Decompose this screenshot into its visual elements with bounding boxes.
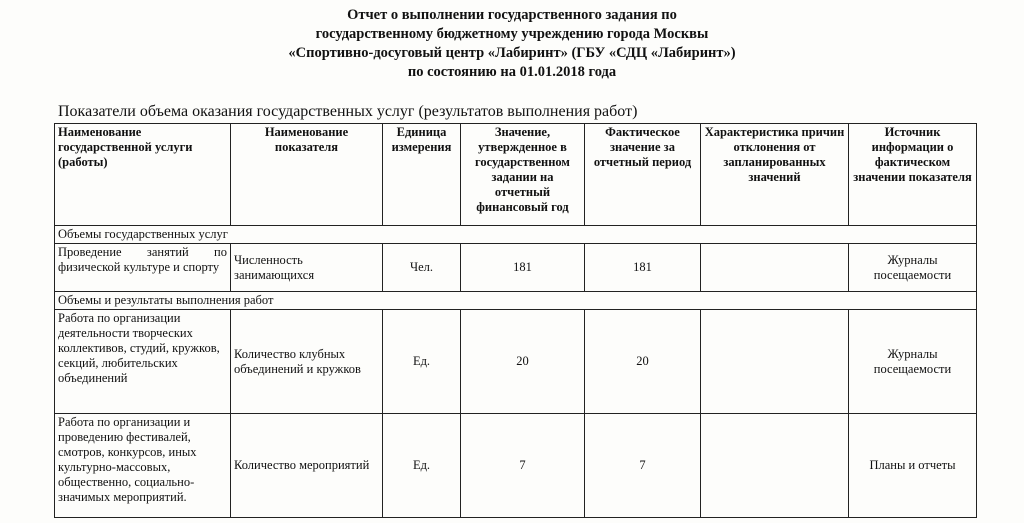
table-row bbox=[55, 414, 977, 518]
cell-source: Журналы посещаемости bbox=[849, 244, 977, 292]
cell-actual: 181 bbox=[585, 244, 701, 292]
cell-indicator: Количество мероприятий bbox=[231, 414, 383, 518]
indicators-table bbox=[54, 123, 977, 518]
header-planned: Значение, утвержденное в государственном задании на отчетный финансовый год bbox=[461, 124, 585, 226]
cell-planned: 7 bbox=[461, 414, 585, 518]
cell-service: Проведение занятий по физической культуре и спорту bbox=[55, 244, 231, 292]
document-title bbox=[0, 6, 1024, 82]
table-row bbox=[55, 244, 977, 292]
cell-service: Работа по организации деятельности творческих коллективов, студий, кружков, секций, любительских объединений bbox=[55, 310, 231, 414]
title-line-2: государственному бюджетному учреждению города Москвы bbox=[315, 26, 709, 42]
header-reason: Характеристика причин отклонения от запланированных значений bbox=[701, 124, 849, 226]
cell-indicator: Численность занимающихся bbox=[231, 244, 383, 292]
cell-actual: 20 bbox=[585, 310, 701, 414]
cell-indicator: Количество клубных объединений и кружков bbox=[231, 310, 383, 414]
cell-service: Работа по организации и проведению фестивалей, смотров, конкурсов, иных культурно-массовых, общественно, социально-значимых мероприятий. bbox=[55, 414, 231, 518]
section-services: Объемы государственных услуг bbox=[55, 226, 977, 244]
table-row bbox=[55, 310, 977, 414]
header-service: Наименование государственной услуги (работы) bbox=[55, 124, 231, 226]
cell-source: Журналы посещаемости bbox=[849, 310, 977, 414]
cell-reason bbox=[701, 310, 849, 414]
title-line-3: «Спортивно-досуговый центр «Лабиринт» (ГБУ «СДЦ «Лабиринт») bbox=[288, 45, 736, 61]
header-indicator: Наименование показателя bbox=[231, 124, 383, 226]
title-line-1: Отчет о выполнении государственного задания по bbox=[347, 7, 677, 23]
cell-planned: 20 bbox=[461, 310, 585, 414]
cell-source: Планы и отчеты bbox=[849, 414, 977, 518]
section-works: Объемы и результаты выполнения работ bbox=[55, 292, 977, 310]
section-row bbox=[55, 226, 977, 244]
header-source: Источник информации о фактическом значении показателя bbox=[849, 124, 977, 226]
header-unit: Единица измерения bbox=[383, 124, 461, 226]
title-line-4: по состоянию на 01.01.2018 года bbox=[407, 64, 617, 80]
header-row bbox=[55, 124, 977, 226]
header-actual: Фактическое значение за отчетный период bbox=[585, 124, 701, 226]
table-caption: Показатели объема оказания государственных услуг (результатов выполнения работ) bbox=[58, 103, 638, 120]
cell-unit: Ед. bbox=[383, 414, 461, 518]
cell-actual: 7 bbox=[585, 414, 701, 518]
cell-reason bbox=[701, 244, 849, 292]
cell-unit: Ед. bbox=[383, 310, 461, 414]
cell-planned: 181 bbox=[461, 244, 585, 292]
section-row bbox=[55, 292, 977, 310]
cell-unit: Чел. bbox=[383, 244, 461, 292]
cell-reason bbox=[701, 414, 849, 518]
